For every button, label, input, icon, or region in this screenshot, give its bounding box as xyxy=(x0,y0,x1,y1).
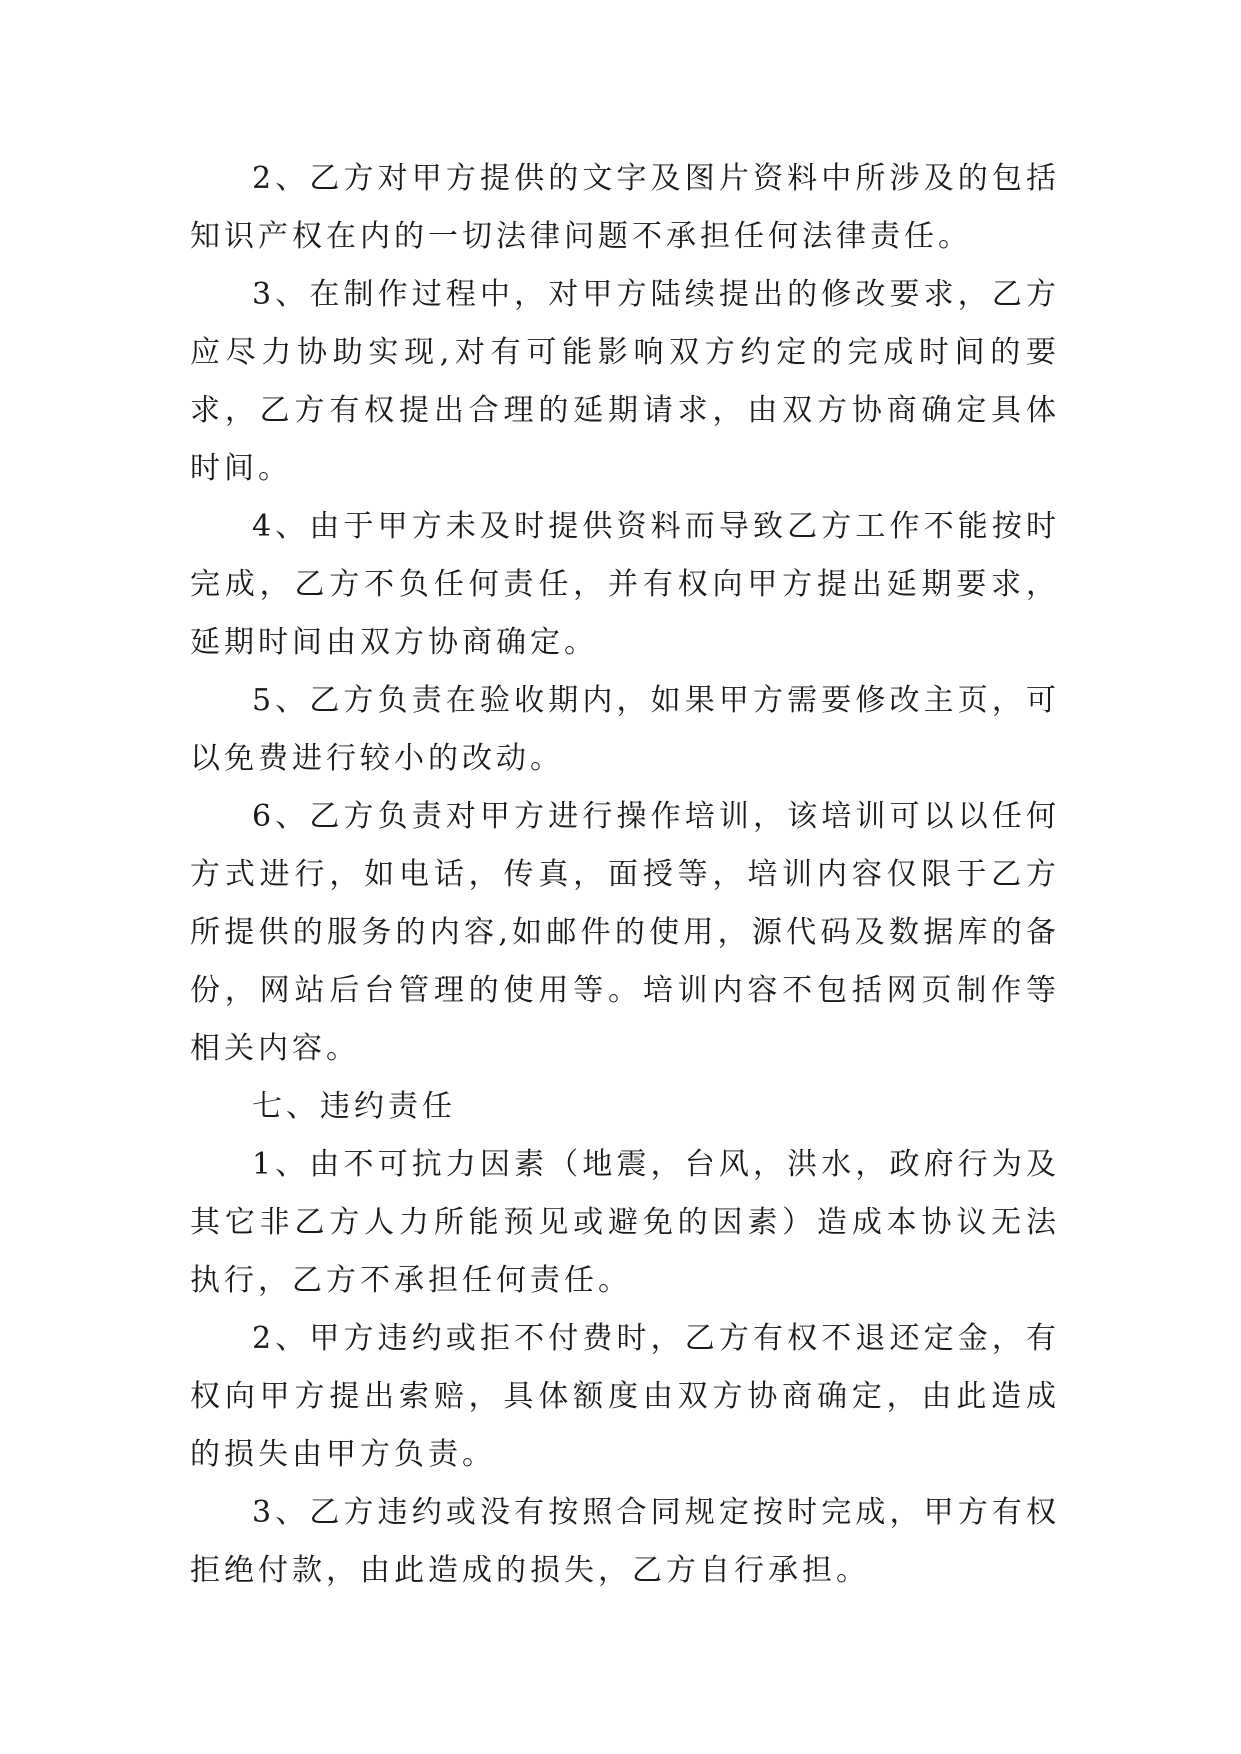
clause-paragraph: 4、由于甲方未及时提供资料而导致乙方工作不能按时完成，乙方不负任何责任，并有权向甲方提出延期要求，延期时间由双方协商确定。 xyxy=(190,509,1060,660)
document-body xyxy=(190,150,1060,1600)
clause-paragraph: 5、乙方负责在验收期内，如果甲方需要修改主页，可以免费进行较小的改动。 xyxy=(190,683,1060,776)
clause-paragraph: 2、乙方对甲方提供的文字及图片资料中所涉及的包括知识产权在内的一切法律问题不承担任何法律责任。 xyxy=(190,161,1060,254)
clause-paragraph: 6、乙方负责对甲方进行操作培训，该培训可以以任何方式进行，如电话，传真，面授等，培训内容仅限于乙方所提供的服务的内容,如邮件的使用，源代码及数据库的备份，网站后台管理的使用等。培训内容不包括网页制作等相关内容。 xyxy=(190,799,1060,1066)
section-heading: 七、违约责任 xyxy=(252,1089,456,1124)
clause-paragraph: 3、在制作过程中，对甲方陆续提出的修改要求，乙方应尽力协助实现,对有可能影响双方约定的完成时间的要求，乙方有权提出合理的延期请求，由双方协商确定具体时间。 xyxy=(190,277,1060,486)
clause-paragraph: 3、乙方违约或没有按照合同规定按时完成，甲方有权拒绝付款，由此造成的损失，乙方自行承担。 xyxy=(190,1495,1060,1588)
clause-paragraph: 2、甲方违约或拒不付费时，乙方有权不退还定金，有权向甲方提出索赔，具体额度由双方协商确定，由此造成的损失由甲方负责。 xyxy=(190,1321,1060,1472)
clause-paragraph: 1、由不可抗力因素（地震，台风，洪水，政府行为及其它非乙方人力所能预见或避免的因素）造成本协议无法执行，乙方不承担任何责任。 xyxy=(190,1147,1060,1298)
